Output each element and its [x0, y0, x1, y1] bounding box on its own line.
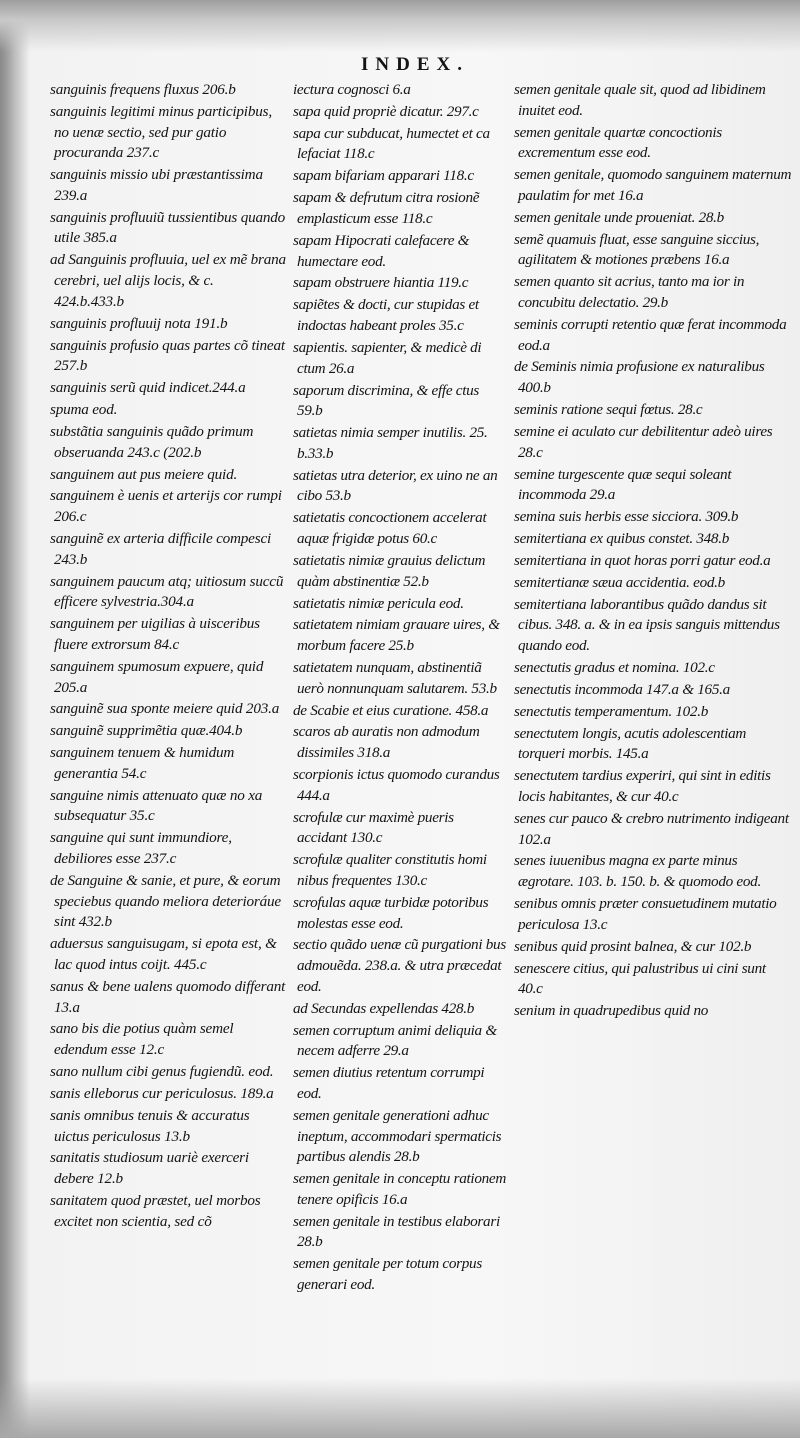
index-entry: semitertiana laborantibus quãdo dandus sit cibus. 348. a. & in ea ipsis sanguis mittendus quando eod. — [514, 595, 780, 655]
index-entry: semen genitale in testibus elaborari 28.b — [293, 1212, 500, 1251]
index-entry: saporum discrimina, & effe ctus 59.b — [293, 381, 480, 420]
index-entry: sanis omnibus tenuis & accuratus uictus periculosus 13.b — [50, 1106, 250, 1145]
index-entry: iectura cognosci 6.a — [293, 81, 411, 98]
index-entry: scrofulas aquæ turbidæ potoribus molestas esse eod. — [293, 893, 489, 932]
gutter-shadow — [0, 0, 30, 1438]
index-entry: sapam & defrutum citra rosionẽ emplasticum esse 118.c — [293, 189, 480, 227]
page-edge-top — [0, 0, 800, 52]
index-entry: senectutem tardius experiri, qui sint in editis locis habitantes, & cur 40.c — [514, 767, 771, 805]
index-entry: seminis ratione sequi fœtus. 28.c — [514, 401, 703, 419]
index-entry: ad Sanguinis profluuia, uel ex mẽ brana cerebri, uel alijs locis, & c. 424.b.433.b — [50, 251, 286, 310]
index-entry: sapam bifariam apparari 118.c — [293, 167, 474, 185]
index-entry: scrofulæ cur maximè pueris accidant 130.c — [293, 808, 454, 847]
index-column-2 — [293, 80, 507, 1297]
index-entry: sanguinem tenuem & humidum generantia 54.c — [50, 744, 235, 782]
index-entry: sanguinẽ supprimẽtia quæ.404.b — [50, 722, 243, 740]
index-entry: semine ei aculato cur debilitentur adeò uires 28.c — [514, 422, 773, 461]
index-entry: scorpionis ictus quomodo curandus 444.a — [293, 766, 500, 804]
index-entry: satietatis nimiæ pericula eod. — [293, 594, 464, 612]
index-entry: senectutis incommoda 147.a & 165.a — [514, 680, 730, 698]
index-entry: sanguine nimis attenuato quæ no xa subsequatur 35.c — [50, 786, 263, 825]
index-entry: senium in quadrupedibus quid no — [514, 1002, 709, 1020]
index-entry: sanitatis studiosum uariè exerceri debere 12.b — [50, 1149, 249, 1188]
index-entry: sapa cur subducat, humectet et ca lefaciat 118.c — [293, 124, 490, 163]
index-column-1 — [50, 80, 286, 1234]
index-entry: satietas nimia semper inutilis. 25. b.33.b — [293, 424, 488, 462]
index-entry: sanguinem aut pus meiere quid. — [50, 465, 238, 483]
index-entry: senes iuuenibus magna ex parte minus ægrotare. 103. b. 150. b. & quomodo eod. — [514, 852, 761, 891]
index-entry: semen genitale per totum corpus generari eod. — [293, 1255, 482, 1293]
index-entry: senibus omnis præter consuetudinem mutatio periculosa 13.c — [514, 895, 777, 933]
index-entry: seminis corrupti retentio quæ ferat incommoda eod.a — [514, 315, 787, 354]
index-entry: substãtia sanguinis quãdo primum obseruanda 243.c (202.b — [50, 422, 254, 461]
index-entry: senectutis temperamentum. 102.b — [514, 702, 709, 720]
index-entry: sanguinem paucum atq; uitiosum succũ efficere sylvestria.304.a — [50, 572, 284, 611]
index-entry: semen genitale unde proueniat. 28.b — [514, 208, 724, 226]
index-column-3 — [514, 80, 792, 1023]
index-entry: sanguinem per uigilias à uisceribus fluere extrorsum 84.c — [50, 615, 260, 653]
index-entry: de Seminis nimia profusione ex naturalibus 400.b — [514, 358, 765, 397]
index-entry: sanitatem quod præstet, uel morbos excitet non scientia, sed cõ — [50, 1192, 261, 1230]
index-entry: spuma eod. — [50, 401, 118, 419]
index-entry: sanguinis missio ubi præstantissima 239.a — [50, 166, 263, 204]
index-entry: semen genitale quale sit, quod ad libidinem inuitet eod. — [514, 81, 766, 119]
index-entry: sano nullum cibi genus fugiendũ. eod. — [50, 1063, 274, 1081]
index-entry: semitertiana ex quibus constet. 348.b — [514, 530, 729, 548]
index-entry: semen diutius retentum corrumpi eod. — [293, 1064, 485, 1102]
index-entry: sanus & bene ualens quomodo differant 13.a — [50, 977, 286, 1016]
index-entry: senectutis gradus et nomina. 102.c — [514, 658, 715, 676]
index-entry: senescere citius, qui palustribus ui cini sunt 40.c — [514, 959, 766, 998]
index-entry: sanguinis frequens fluxus 206.b — [50, 81, 236, 98]
index-entry: semen corruptum animi deliquia & necem adferre 29.a — [293, 1021, 497, 1060]
index-entry: senectutem longis, acutis adolescentiam torqueri morbis. 145.a — [514, 724, 747, 763]
index-entry: sanguinis profluuiũ tussientibus quando utile 385.a — [50, 208, 286, 247]
index-entry: sanguinis profluuij nota 191.b — [50, 314, 228, 332]
index-entry: sapam Hipocrati calefacere & humectare eod. — [293, 231, 470, 270]
index-entry: satietatem nimiam grauare uires, & morbum facere 25.b — [293, 616, 500, 655]
index-entry: sano bis die potius quàm semel edendum esse 12.c — [50, 1020, 234, 1059]
index-entry: satietatis nimiæ grauius delictum quàm abstinentiæ 52.b — [293, 551, 486, 590]
index-entry: semitertianæ sæua accidentia. eod.b — [514, 573, 725, 591]
index-entry: de Sanguine & sanie, et pure, & eorum speciebus quando meliora deterioráue sint 432.b — [50, 871, 281, 931]
index-entry: sanguinis legitimi minus participibus, no uenæ sectio, sed pur gatio procuranda 237.c — [50, 102, 272, 162]
index-entry: semen genitale quartæ concoctionis excrementum esse eod. — [514, 123, 722, 162]
index-entry: semine turgescente quæ sequi soleant incommoda 29.a — [514, 465, 732, 504]
index-entry: scrofulæ qualiter constitutis homi nibus frequentes 130.c — [293, 851, 487, 889]
index-entry: sanguinẽ ex arteria difficile compesci 243.b — [50, 530, 271, 568]
index-entry: sanguinem è uenis et arterijs cor rumpi 206.c — [50, 487, 282, 526]
index-entry: ad Secundas expellendas 428.b — [293, 999, 475, 1017]
page-edge-bottom — [0, 1378, 800, 1438]
index-entry: satietatis concoctionem accelerat aquæ frigidæ potus 60.c — [293, 509, 487, 548]
index-entry: semen genitale generationi adhuc ineptum, accommodari spermaticis partibus alendis 28.b — [293, 1106, 502, 1166]
index-entry: sapam obstruere hiantia 119.c — [293, 274, 469, 292]
index-entry: sanguinem spumosum expuere, quid 205.a — [50, 657, 264, 696]
running-head: INDEX. — [361, 54, 469, 75]
index-entry: semen quanto sit acrius, tanto ma ior in concubitu delectatio. 29.b — [514, 273, 745, 311]
index-entry: semen genitale, quomodo sanguinem maternum paulatim for met 16.a — [514, 166, 792, 204]
index-entry: semen genitale in conceptu rationem tenere opificis 16.a — [293, 1170, 507, 1208]
index-entry: senes cur pauco & crebro nutrimento indigeant 102.a — [514, 809, 789, 848]
index-entry: scaros ab auratis non admodum dissimiles 318.a — [293, 723, 480, 762]
index-entry: semina suis herbis esse sicciora. 309.b — [514, 508, 739, 526]
index-entry: satietatem nunquam, abstinentiã uerò nonnunquam salutarem. 53.b — [293, 658, 497, 697]
index-entry: sectio quãdo uenæ cũ purgationi bus admouẽda. 238.a. & utra præcedat eod. — [293, 936, 506, 995]
index-entry: sapientis. sapienter, & medicè di ctum 26.a — [293, 338, 482, 377]
index-entry: sanguinis profusio quas partes cõ tineat 257.b — [50, 336, 285, 375]
index-entry: sapa quid propriè dicatur. 297.c — [293, 102, 479, 120]
index-entry: satietas utra deterior, ex uino ne an cibo 53.b — [293, 466, 498, 505]
index-entry: semitertiana in quot horas porri gatur eod.a — [514, 551, 771, 569]
index-entry: de Scabie et eius curatione. 458.a — [293, 701, 489, 719]
index-entry: sanguinẽ sua sponte meiere quid 203.a — [50, 700, 280, 718]
index-entry: semẽ quamuis fluat, esse sanguine siccius, agilitatem & motiones præbens 16.a — [514, 230, 760, 269]
index-entry: sanis elleborus cur periculosus. 189.a — [50, 1084, 274, 1102]
index-entry: senibus quid prosint balnea, & cur 102.b — [514, 937, 752, 955]
index-entry: sanguine qui sunt immundiore, debiliores esse 237.c — [50, 829, 232, 868]
index-entry: sanguinis serũ quid indicet.244.a — [50, 379, 246, 397]
index-entry: sapiẽtes & docti, cur stupidas et indoctas habeant proles 35.c — [293, 296, 479, 335]
index-entry: aduersus sanguisugam, si epota est, & lac quod intus coijt. 445.c — [50, 935, 277, 973]
